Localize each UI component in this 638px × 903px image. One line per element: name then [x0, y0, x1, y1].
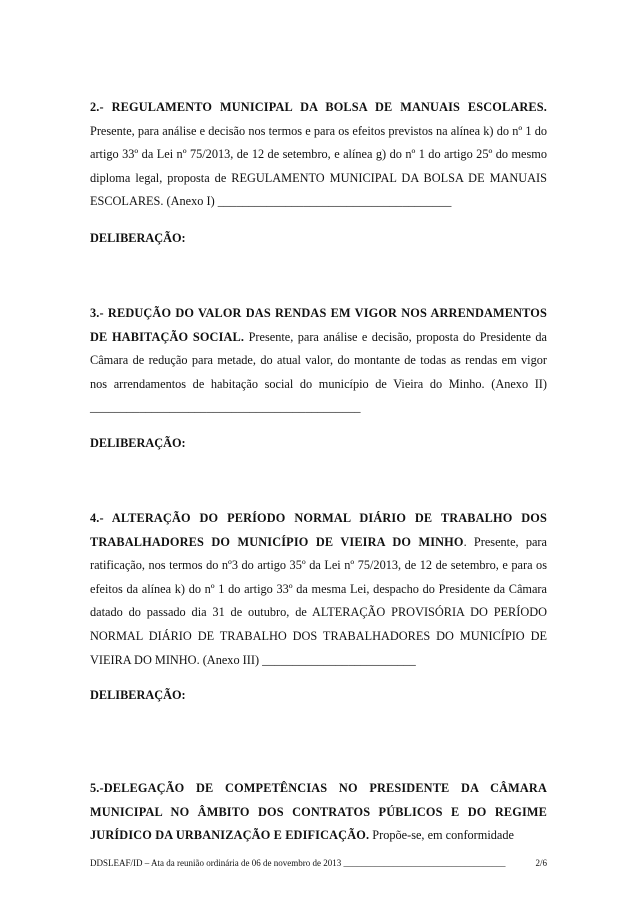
agenda-item-text — [90, 777, 547, 848]
agenda-item-text — [90, 96, 547, 214]
page-number: 2/6 — [535, 858, 547, 868]
agenda-item-heading: 3.- REDUÇÃO DO VALOR DAS RENDAS EM VIGOR NOS ARRENDAMENTOS DE HABITAÇÃO SOCIAL. — [90, 305, 547, 344]
agenda-item-body: Presente, para análise e decisão nos termos e para os efeitos previstos na alínea k) do nº 1 do artigo 33º da Lei nº 75/2013, de 12 de setembro, e alínea g) do nº 1 do artigo 25º do mesmo diploma legal, proposta de REGULAMENTO MUNICIPAL DA BOLSA DE MANUAIS ESCOLARES. (Anexo I) ______________________________________ — [90, 123, 547, 209]
agenda-item-2 — [90, 96, 547, 248]
agenda-item-4 — [90, 507, 547, 705]
agenda-item-body: . Presente, para ratificação, nos termos do nº3 do artigo 35º da Lei nº 75/2013, de 12 de setembro, e para os efeitos da alínea k) do nº 1 do artigo 33º da mesma Lei, despacho do Presidente da Câmara datado do passado dia 31 de outubro, de ALTERAÇÃO PROVISÓRIA DO PERÍODO NORMAL DIÁRIO DE TRABALHO DOS TRABALHADORES DO MUNICÍPIO DE VIEIRA DO MINHO. (Anexo III) _________________________ — [90, 534, 547, 667]
page-footer — [90, 858, 547, 868]
agenda-item-text — [90, 302, 547, 420]
agenda-item-3 — [90, 302, 547, 453]
agenda-item-heading: 2.- REGULAMENTO MUNICIPAL DA BOLSA DE MANUAIS ESCOLARES. — [90, 100, 547, 114]
deliberation-label: DELIBERAÇÃO: — [90, 230, 186, 245]
agenda-item-5 — [90, 777, 547, 848]
page-content — [90, 96, 547, 848]
deliberation-label: DELIBERAÇÃO: — [90, 435, 186, 450]
agenda-item-heading: 4.- ALTERAÇÃO DO PERÍODO NORMAL DIÁRIO DE TRABALHO DOS TRABALHADORES DO MUNICÍPIO DE VIEIRA DO MINHO — [90, 510, 547, 549]
deliberation-label: DELIBERAÇÃO: — [90, 688, 186, 703]
agenda-item-heading: 5.-DELEGAÇÃO DE COMPETÊNCIAS NO PRESIDENTE DA CÂMARA MUNICIPAL NO ÂMBITO DOS CONTRATOS PÚBLICOS E DO REGIME JURÍDICO DA URBANIZAÇÃO E EDIFICAÇÃO. — [90, 781, 547, 843]
agenda-item-text — [90, 507, 547, 672]
footer-reference: DDSLEAF/ID – Ata da reunião ordinária de 06 de novembro de 2013 ____________________________________ — [90, 858, 506, 868]
agenda-item-body: Presente, para análise e decisão, proposta do Presidente da Câmara de redução para metade, do atual valor, do montante de todas as rendas em vigor nos arrendamentos de habitação social do município de Vieira do Minho. (Anexo II) ____________________________________________ — [90, 329, 547, 415]
agenda-item-body: Propõe-se, em conformidade — [369, 828, 514, 843]
